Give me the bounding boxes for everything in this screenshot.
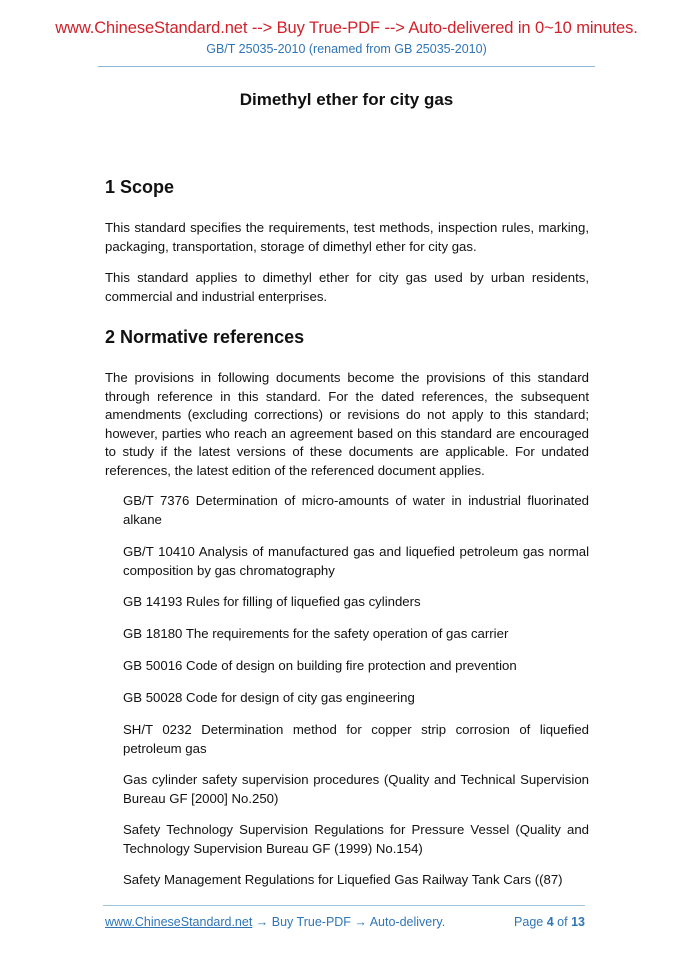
- normative-intro-paragraph: The provisions in following documents become the provisions of this standard through reference in this standard. For the dated references, the subsequent amendments (excluding corrections) or revisions do not apply to this standard; however, parties who reach an agreement based on this standard are encouraged to study if the latest versions of these documents are applicable. For undated references, the latest edition of the referenced document applies.: [105, 370, 589, 478]
- reference-item: GB 18180 The requirements for the safety operation of gas carrier: [123, 626, 509, 641]
- scope-paragraph-2: This standard applies to dimethyl ether for city gas used by urban residents, commercial and industrial enterprises.: [105, 270, 589, 304]
- page-label: Page: [514, 915, 544, 929]
- section-heading-scope: 1 Scope: [105, 177, 175, 197]
- header-divider: [98, 66, 595, 67]
- section-heading-normative-references: 2 Normative references: [105, 327, 305, 347]
- page-of: of: [557, 915, 568, 929]
- reference-item: Gas cylinder safety supervision procedures (Quality and Technical Supervision Bureau GF [2000] No.250): [123, 772, 589, 806]
- page-footer: [105, 915, 585, 929]
- footer-site-link[interactable]: www.ChineseStandard.net: [105, 915, 253, 929]
- page-total: 13: [571, 915, 585, 929]
- reference-item: GB 50016 Code of design on building fire protection and prevention: [123, 658, 517, 673]
- document-title: Dimethyl ether for city gas: [239, 90, 454, 109]
- reference-item: Safety Management Regulations for Liquefied Gas Railway Tank Cars ((87): [123, 872, 563, 887]
- reference-item: GB 14193 Rules for filling of liquefied gas cylinders: [123, 594, 421, 609]
- reference-item: GB/T 10410 Analysis of manufactured gas and liquefied petroleum gas normal composition by gas chromatography: [123, 544, 589, 578]
- page-indicator: [514, 915, 585, 929]
- footer-promo: [105, 915, 445, 929]
- reference-item: GB/T 7376 Determination of micro-amounts of water in industrial fluorinated alkane: [123, 493, 589, 527]
- page-current: 4: [546, 915, 554, 929]
- footer-divider: [103, 905, 585, 906]
- top-banner: www.ChineseStandard.net --> Buy True-PDF --> Auto-delivered in 0~10 minutes.: [55, 19, 638, 37]
- reference-item: GB 50028 Code for design of city gas engineering: [123, 690, 415, 705]
- scope-paragraph-1: This standard specifies the requirements, test methods, inspection rules, marking, packaging, transportation, storage of dimethyl ether for city gas.: [105, 220, 589, 254]
- reference-item: SH/T 0232 Determination method for copper strip corrosion of liquefied petroleum gas: [123, 722, 589, 756]
- reference-item: Safety Technology Supervision Regulations for Pressure Vessel (Quality and Technology Supervision Bureau GF (1999) No.154): [123, 822, 589, 856]
- footer-tagline: → Buy True-PDF → Auto-delivery.: [252, 915, 446, 929]
- standard-number: GB/T 25035-2010 (renamed from GB 25035-2010): [206, 42, 487, 56]
